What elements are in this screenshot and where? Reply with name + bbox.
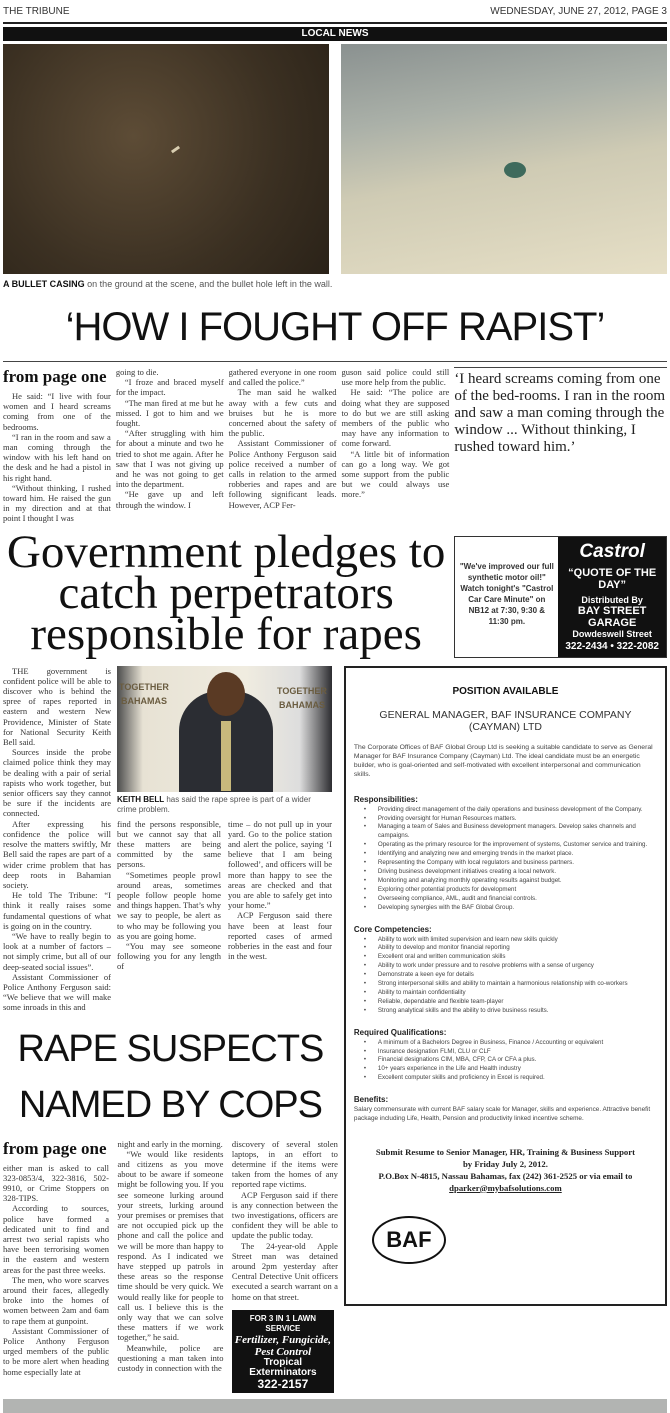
dateline: WEDNESDAY, JUNE 27, 2012, PAGE 3 [490,6,667,17]
list-item: • Excellent computer skills and proficiency in Excel is required. [364,1074,657,1083]
bullet-casing-photo [3,44,329,274]
paragraph: “You may see someone following you for any length of [117,941,221,972]
caption-lead: A BULLET CASING [3,279,85,289]
story2-columns [117,819,332,972]
story1-column-2 [116,367,224,510]
castrol-ad [454,536,667,658]
list-item: • Financial designations CIM, MBA, CFP, CA or CFA a plus. [364,1056,657,1065]
submit-line: by Friday July 2, 2012. [462,1158,548,1169]
story3-headline [3,1021,338,1133]
benefits-text: Salary commensurate with current BAF salary scale for Manager, skills and experience. Attractive benefit package including Life, Health, Pension and productivity linked incentive scheme. [353,1106,651,1122]
story2-headline: Government pledges to catch perpetrators responsible for rapes [6,525,446,660]
story2-column-2 [117,819,221,972]
competencies-list [364,936,657,1016]
baf-logo: BAF [372,1216,446,1264]
list-item: • Driving business development initiatives creating a local network. [364,868,657,877]
story3-kicker: from page one [3,1138,107,1158]
castrol-logo: Castrol [579,540,645,562]
paragraph: The man said he walked away with a few cuts and bruises but he is more concerned about the safety of the public. [228,387,337,439]
responsibilities-heading: Responsibilities: [353,794,418,804]
paragraph: He said: “I live with four women and I heard screams coming from one of the bedrooms. [3,391,111,432]
lawn-service-ad [232,1310,334,1393]
paragraph: find the persons responsible, but we cannot say that all these matters are being committed by the same persons. [117,818,221,870]
castrol-garage: BAY STREET GARAGE [577,604,647,629]
list-item: • 10+ years experience in the Life and Health industry [364,1065,657,1074]
masthead [3,0,667,20]
story2-header-row [3,525,667,660]
story2-right [117,666,332,972]
list-item: • Identifying and analyzing new and emerging trends in the market place. [364,850,657,859]
list-item: • Managing a team of Sales and Business development managers. Develop sales channels and campaigns. [364,823,657,841]
story1-column-3 [229,367,337,510]
list-item: • Excellent oral and written communication skills [364,953,657,962]
submit-line: Submit Resume to Senior Manager, HR, Training & Business Support [375,1146,636,1157]
person-tie [221,721,231,791]
list-item: • Strong interpersonal skills and ability to maintain a harmonious relationship with co-workers [364,980,657,989]
story3-column-3 [232,1139,338,1393]
paragraph: Assistant Commissioner of Police Anthony Ferguson said police received a number of calls in relation to the armed robberies and rapes and are following significant leads. However, ACP Fer- [228,438,337,510]
story3-col1-text [3,1163,109,1377]
story1-kicker: from page one [3,367,107,386]
list-item: • Strong analytical skills and the ability to drive business results. [364,1007,657,1016]
bullet-hole-mark [504,162,526,178]
list-item: • Operating as the primary resource for the improvement of systems, Customer service and training. [364,841,657,850]
story1-col1-text [3,391,111,524]
story3-headline-line2: NAMED BY COPS [18,1083,322,1126]
paragraph: “After struggling with him for about a minute and two he tried to shot me again. After he saw that I was not giving up and he was not going to get into the department. [115,428,224,490]
qualifications-heading: Required Qualifications: [353,1027,447,1037]
list-item: • Representing the Company with local regulators and business partners. [364,859,657,868]
paragraph: “I froze and braced myself for the impact. [115,377,224,398]
submit-instructions [354,1146,657,1194]
list-item: • A minimum of a Bachelors Degree in Business, Finance / Accounting or equivalent [364,1039,657,1048]
lawn-ad-line: Tropical Exterminators [249,1357,317,1379]
footer-bar [3,1399,667,1413]
story3-column-1 [3,1139,109,1377]
caption-text: on the ground at the scene, and the bullet hole left in the wall. [84,279,333,289]
story1-column-1 [3,367,111,524]
keith-bell-photo [117,666,332,792]
submit-line: P.O.Box N-4815, Nassau Bahamas, fax (242) 361-2525 or via email to [378,1170,633,1181]
ad-title: POSITION AVAILABLE [452,685,559,697]
castrol-ad-panel [558,537,666,657]
paragraph: “Without thinking, I rushed toward him. He raised the gun in my direction and at that point I thought I was [3,482,111,524]
paragraph: According to sources, police have formed a dedicated unit to find and arrest two serial rapists who have been terrorising women in the eastern and western areas for the past three weeks. [3,1203,109,1275]
paragraph: He said: “The police are doing what they are supposed to do but we are still asking members of the public who may have any information to come forward. [341,387,450,449]
caption-text: has said the rape spree is part of a wider crime problem. [117,794,311,814]
lawn-ad-line: Pest Control [254,1346,312,1359]
story3 [3,1139,338,1393]
pull-quote: ‘I heard screams coming from one of the bed-rooms. I ran in the room and saw a man coming through the window ... Without thinking, I rushed toward him.’ [454,367,667,456]
story3-headline-line1: RAPE SUSPECTS [17,1027,324,1070]
lawn-ad-phone: 322-2157 [257,1376,309,1391]
photo-backdrop-text: TOGETHER [119,681,169,692]
lower-left-stories [3,666,338,1393]
paragraph: The men, who wore scarves around their faces, allegedly broke into the homes of women between 2am and 6am to rape them at gunpoint. [3,1274,109,1326]
story1 [3,367,667,524]
paragraph: “We would like residents and citizens as you move about to be aware if someone might be following you. If you see someone lurking around your streets, lurking around your premises or premises that are not occupied pick up the phone and call the police and we will be more than happy to respond. As I indicated we have stepped up patrols in these areas so the response time should be very quick. We would really like for people to call us. I believe this is the only way that we can solve these matters if we work together,” he said. [117,1148,224,1343]
ad-position: GENERAL MANAGER, BAF INSURANCE COMPANY (CAYMAN) LTD [379,708,632,733]
top-photos [3,44,667,274]
castrol-quote: “QUOTE OF THE DAY” [568,566,657,591]
castrol-distributed: Distributed By [581,594,643,605]
list-item: • Ability to work under pressure and to resolve problems with a sense of urgency [364,962,657,971]
ad-intro: The Corporate Offices of BAF Global Group Ltd is seeking a suitable candidate to serve as General Manager for BAF Insurance Company (Cayman) Ltd. The ideal candidate must be an energetic builder, who is goal-oriented and self-motivated with excellent interpersonal and communication skills. [353,743,653,778]
paragraph: “We have to really begin to look at a number of factors – not simply crime, but all of our deep-seated social issues”. [3,930,111,972]
story1-headline: ‘HOW I FOUGHT OFF RAPIST’ [65,305,605,349]
list-item: • Insurance designation FLMI, CLU or CLF [364,1048,657,1057]
paragraph: time – do not pull up in your yard. Go to the police station and alert the police, saying ‘I believe that I am being followed’, and officers will be more than happy to see the areas are checked and that you are able to safely get into your home.” [228,818,332,911]
story1-column-4 [341,367,449,500]
photo-backdrop-text: TOGETHER [277,685,327,696]
photo-backdrop-text: BAHAMAS [279,699,325,710]
paragraph: “He gave up and left through the window. I [115,489,224,510]
paragraph: night and early in the morning. [117,1138,223,1149]
paragraph: Assistant Commissioner of Police Anthony Ferguson said: “We believe that we will make some inroads in this and [3,971,111,1013]
paragraph: discovery of several stolen laptops, in an effort to determine if the items were taken from the homes of any reported rape victims. [231,1138,338,1190]
story2-photo-caption [117,795,332,815]
paragraph: “The man fired at me but he missed. I got to him and we fought. [115,397,224,429]
paragraph: He told The Tribune: “I think it really raises some fundamental questions of what is going on in the country. [3,890,111,931]
person-head [207,672,245,716]
paragraph: guson said police could still use more help from the public. [341,367,450,388]
photo-caption [3,279,667,289]
list-item: • Reliable, dependable and flexible team-player [364,998,657,1007]
list-item: • Monitoring and analyzing monthly operating results against budget. [364,877,657,886]
qualifications-list [364,1039,657,1084]
caption-lead: KEITH BELL [117,794,165,804]
paragraph: ACP Ferguson said there have been at least four reported cases of armed robberies in the east and four in the west. [228,910,332,962]
paragraph: Sources inside the probe claimed police think they may be dealing with a pair of serial rapists who work together, but senior officers say they cannot be sure if the incidents are connected. [3,747,111,819]
list-item: • Exploring other potential products for development [364,886,657,895]
paragraph: After expressing his confidence the police will resolve the matters swiftly, Mr Bell said the rapes are part of a wider crime problem that has deep roots in Bahamian society. [3,818,111,890]
responsibilities-list [364,806,657,913]
list-item: • Providing oversight for Human Resources matters. [364,815,657,824]
casing-mark [171,146,180,154]
story2-column-3 [228,819,332,972]
story2-column-1 [3,666,111,1013]
lawn-ad-line: Fertilizer, Fungicide, [234,1334,332,1347]
paragraph: Assistant Commissioner of Police Anthony Ferguson urged members of the public to be more alert when heading home especially late at [3,1325,109,1377]
section-banner: LOCAL NEWS [3,27,667,41]
paragraph: “Sometimes people prowl around areas, sometimes people follow people home and things happen. That’s why we say to people, be alert as to who may be following you as you are going home. [117,869,221,941]
story3-column-2 [117,1139,223,1374]
paragraph: gathered everyone in one room and called the police.” [228,367,337,388]
competencies-heading: Core Competencies: [353,924,432,934]
list-item: • Overseeing compliance, AML, audit and financial controls. [364,895,657,904]
paragraph: THE government is confident police will be able to discover who is behind the spree of rapes reported in eastern and western New Providence, Minister of State for National Security Keith Bell said. [3,665,111,748]
list-item: • Ability to maintain confidentiality [364,989,657,998]
paragraph: “A little bit of information can go a long way. We got some support from the public but we could always use more.” [341,448,450,500]
story3-col3-text [232,1139,338,1302]
paragraph: either man is asked to call 323-0853/4, 322-3816, 502-9910, or Crime Stoppers on 328-TIPS. [3,1162,109,1204]
headline-rule [3,361,667,362]
castrol-street: Dowdeswell Street [572,628,652,639]
lawn-ad-line: FOR 3 IN 1 LAWN SERVICE [249,1313,317,1333]
bullet-hole-photo [341,44,667,274]
castrol-ad-text: "We've improved our full synthetic motor oil!" Watch tonight's "Castrol Car Care Minute" on NB12 at 7:30, 9:30 & 11:30 pm. [459,561,554,626]
list-item: • Demonstrate a keen eye for details [364,971,657,980]
story2 [3,666,338,1013]
list-item: • Providing direct management of the daily operations and business development of the Company. [364,806,657,815]
paragraph: Meanwhile, police are questioning a man taken into custody in connection with the [117,1342,224,1374]
paragraph: “I ran in the room and saw a man coming through the window with his left hand on the desk and he had a pistol in his right hand. [3,431,111,483]
baf-job-ad [344,666,667,1306]
paragraph: ACP Ferguson said if there is any connection between the two investigations, officers are confident they will be able to update the public today. [231,1189,338,1241]
paragraph: The 24-year-old Apple Street man was detained around 2pm yesterday after Central Detective Unit officers executed a search warrant on a home on that street. [231,1240,338,1302]
paragraph: going to die. [115,367,159,377]
list-item: • Developing synergies with the BAF Global Group. [364,904,657,913]
email-link[interactable]: dparker@mybafsolutions.com [449,1182,562,1193]
castrol-phones: 322-2434 • 322-2082 [565,640,659,652]
benefits-heading: Benefits: [353,1095,389,1105]
masthead-rule [3,22,667,24]
list-item: • Ability to develop and monitor financial reporting [364,944,657,953]
lower-row [3,666,667,1393]
list-item: • Ability to work with limited supervision and learn new skills quickly [364,936,657,945]
photo-backdrop-text: BAHAMAS [121,695,167,706]
paper-name: THE TRIBUNE [3,6,70,17]
